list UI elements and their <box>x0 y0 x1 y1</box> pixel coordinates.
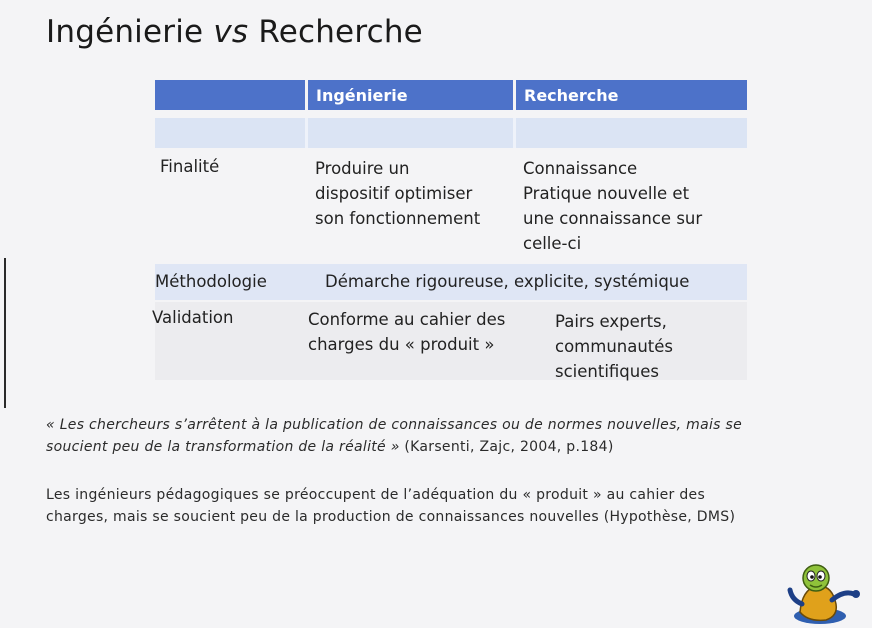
row-label-validation: Validation <box>152 308 234 327</box>
cell-line: Conforme au cahier des <box>308 310 506 329</box>
row-label-finalite: Finalité <box>160 157 220 176</box>
quote-line: « Les chercheurs s’arrêtent à la publication de connaissances ou de normes nouvelles, mais se <box>46 417 743 433</box>
cell-line: Connaissance <box>523 159 638 178</box>
validation-recherche-cell <box>555 309 673 384</box>
note-line: charges, mais se soucient peu de la production de connaissances nouvelles (Hypothèse, DMS) <box>46 509 736 525</box>
band-separator <box>305 118 308 148</box>
title-vs: vs <box>213 14 249 50</box>
cell-line: une connaissance sur <box>523 209 703 228</box>
karsenti-quote <box>46 414 846 458</box>
slide-title <box>46 14 423 50</box>
methodologie-combined-cell: Démarche rigoureuse, explicite, systémique <box>325 272 690 291</box>
quote-text: soucient peu de la transformation de la réalité » <box>46 439 400 455</box>
cell-line: Pratique nouvelle et <box>523 184 690 203</box>
band-separator <box>513 118 516 148</box>
header-ingenierie <box>308 80 513 110</box>
validation-ingenierie-cell <box>308 307 505 357</box>
finalite-ingenierie-cell <box>315 156 480 231</box>
cell-line: son fonctionnement <box>315 209 481 228</box>
header-recherche <box>516 80 747 110</box>
hypothesis-note <box>46 484 846 528</box>
cell-line: dispositif optimiser <box>315 184 473 203</box>
cell-line: celle-ci <box>523 234 582 253</box>
header-ingenierie-label: Ingénierie <box>316 86 408 105</box>
note-line: Les ingénieurs pédagogiques se préoccupent de l’adéquation du « produit » au cahier des <box>46 487 706 503</box>
cartoon-mascot-icon <box>786 560 866 624</box>
cell-line: communautés <box>555 337 674 356</box>
title-part-ingenierie: Ingénierie <box>46 14 204 50</box>
cell-line: Pairs experts, <box>555 312 667 331</box>
left-margin-rule <box>4 258 6 408</box>
quote-citation: (Karsenti, Zajc, 2004, p.184) <box>399 439 614 455</box>
header-blank-cell <box>155 80 305 110</box>
row-label-methodologie: Méthodologie <box>155 272 267 291</box>
title-part-recherche: Recherche <box>258 14 423 50</box>
cell-line: Produire un <box>315 159 410 178</box>
header-recherche-label: Recherche <box>524 86 619 105</box>
cell-line: charges du « produit » <box>308 335 495 354</box>
cell-line: scientifiques <box>555 362 659 381</box>
quote-line-with-citation <box>46 436 846 458</box>
finalite-recherche-cell <box>523 156 702 256</box>
empty-band-row <box>155 118 747 148</box>
